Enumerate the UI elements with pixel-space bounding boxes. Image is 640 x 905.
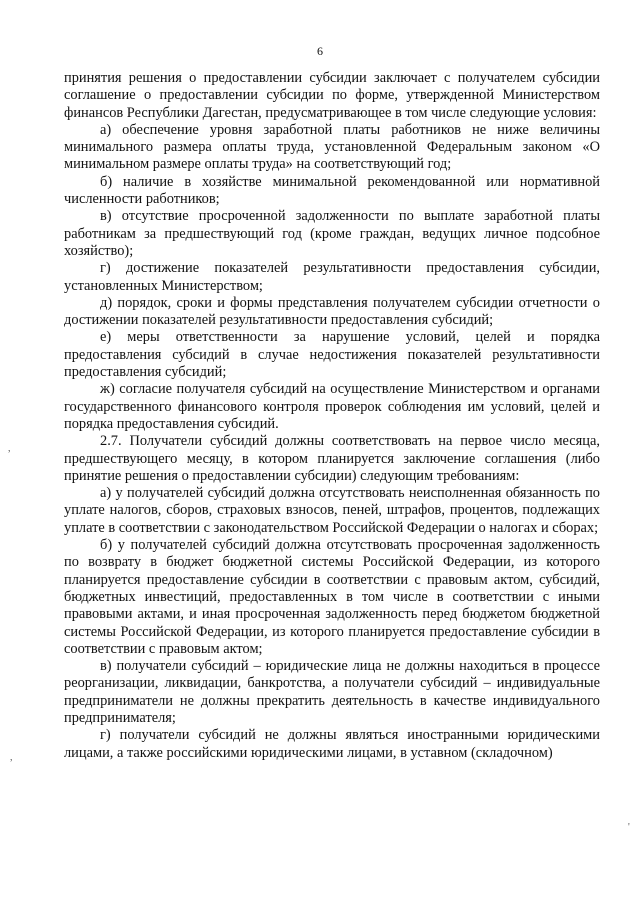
scan-mark: ,: [10, 752, 13, 763]
document-body: [64, 70, 600, 762]
scan-mark: ': [628, 822, 630, 833]
paragraph-requirement-g: г) получатели субсидий не должны являться иностранными юридическими лицами, а также российскими юридическими лицами, в уставном (складочном): [64, 727, 600, 761]
paragraph-condition-e: е) меры ответственности за нарушение условий, целей и порядка предоставления субсидий в случае недостижения показателей результативности предоставления субсидий;: [64, 329, 600, 381]
paragraph-condition-d: д) порядок, сроки и формы представления получателем субсидии отчетности о достижении показателей результативности предоставления субсидий;: [64, 294, 600, 329]
paragraph-condition-a: а) обеспечение уровня заработной платы работников не ниже величины минимального размера оплаты труда, установленной Федеральным законом «О минимальном размере оплаты труда» на соответствующий год;: [64, 121, 600, 173]
paragraph-section-2-7: 2.7. Получатели субсидий должны соответствовать на первое число месяца, предшествующего месяцу, в котором планируется заключение соглашения (либо принятие решения о предоставлении субсидии) следующим требованиям:: [64, 433, 600, 484]
paragraph-condition-v: в) отсутствие просроченной задолженности по выплате заработной платы работникам за предшествующий год (кроме граждан, ведущих личное подсобное хозяйство);: [64, 208, 600, 259]
paragraph-condition-b: б) наличие в хозяйстве минимальной рекомендованной или нормативной численности работников;: [64, 173, 600, 208]
paragraph-continuation: принятия решения о предоставлении субсидии заключает с получателем субсидии соглашение о предоставлении субсидии по форме, утвержденной Министерством финансов Республики Дагестан, предусматривающее в том числе следующие условия:: [64, 70, 600, 121]
paragraph-requirement-v: в) получатели субсидий – юридические лица не должны находиться в процессе реорганизации, ликвидации, банкротства, а получатели субсидий – индивидуальные предприниматели не должны прекратить деятельность в качестве индивидуального предпринимателя;: [64, 658, 600, 726]
page-number: 6: [317, 44, 323, 58]
paragraph-condition-zh: ж) согласие получателя субсидий на осуществление Министерством и органами государственного финансового контроля проверок соблюдения им условий, целей и порядка предоставления субсидий.: [64, 381, 600, 432]
paragraph-requirement-a: а) у получателей субсидий должна отсутствовать неисполненная обязанность по уплате налогов, сборов, страховых взносов, пеней, штрафов, процентов, подлежащих уплате в соответствии с законодательством Российской Федерации о налогах и сборах;: [64, 485, 600, 536]
paragraph-condition-g: г) достижение показателей результативности предоставления субсидии, установленных Министерством;: [64, 260, 600, 294]
scan-mark: ,: [8, 443, 11, 454]
paragraph-requirement-b: б) у получателей субсидий должна отсутствовать просроченная задолженность по возврату в бюджет бюджетной системы Российской Федерации, из которого планируется предоставление субсидии в соответствии с правовым актом, субсидий, бюджетных инвестиций, предоставленных в том числе в соответствии с иными правовыми актами, и иная просроченная задолженность перед бюджетом бюджетной системы Российской Федерации, из которого планируется предоставление субсидии в соответствии с правовым актом;: [64, 537, 600, 657]
